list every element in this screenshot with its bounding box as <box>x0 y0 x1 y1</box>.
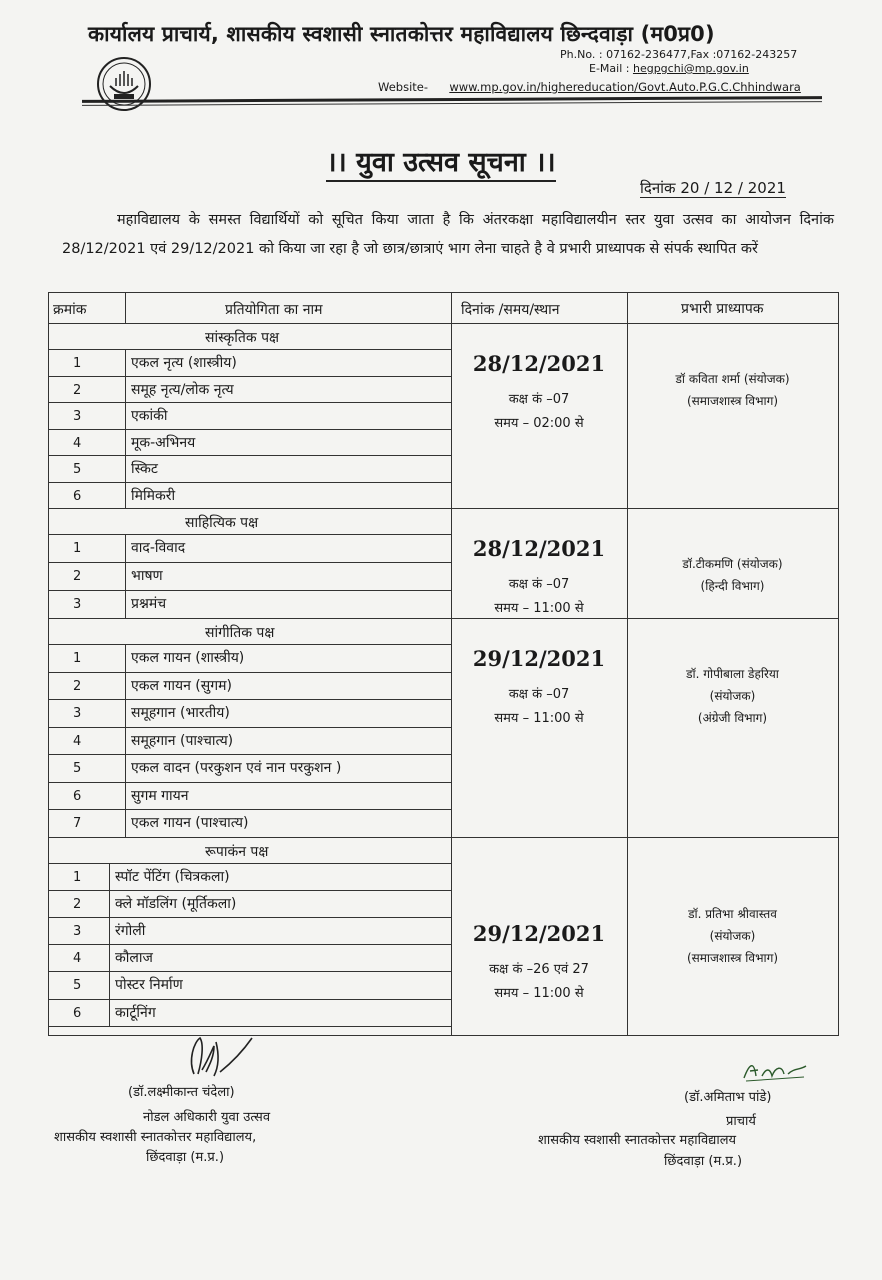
row-serial: 2 <box>73 896 82 912</box>
principal-college: शासकीय स्वशासी स्नातकोत्तर महाविद्यालय <box>538 1133 737 1148</box>
row-serial: 5 <box>73 978 82 994</box>
row-serial: 2 <box>73 678 82 694</box>
table-rule <box>125 293 126 323</box>
email-label: E-Mail : <box>589 62 630 75</box>
table-rule <box>49 644 451 645</box>
competition-name: एकल वादन (परकुशन एवं नान परकुशन ) <box>131 760 342 776</box>
competition-name: एकल गायन (शास्त्रीय) <box>131 650 245 666</box>
section-name: साहित्यिक पक्ष <box>185 515 259 531</box>
competition-name: एकांकी <box>131 408 168 424</box>
notice-body <box>62 206 834 264</box>
row-serial: 3 <box>73 597 82 612</box>
event-time: समय – 11:00 से <box>494 986 584 1002</box>
competition-name: पोस्टर निर्माण <box>115 977 183 994</box>
table-rule <box>49 754 451 755</box>
table-rule <box>49 782 451 783</box>
col-header-serial: क्रमांक <box>53 302 87 318</box>
competition-name: प्रश्नमंच <box>131 596 167 612</box>
nodal-officer-title: नोडल अधिकारी युवा उत्सव <box>143 1110 271 1125</box>
event-time: समय – 11:00 से <box>494 601 584 616</box>
table-rule <box>49 429 451 430</box>
table-rule <box>109 863 110 1026</box>
date-label: दिनांक <box>640 179 676 197</box>
notice-title <box>0 142 882 179</box>
competition-name: एकल नृत्य (शास्त्रीय) <box>131 355 237 371</box>
incharge-professor <box>627 553 838 597</box>
incharge-line: (संयोजक) <box>709 689 756 703</box>
college-emblem-icon <box>96 56 152 112</box>
row-serial: 2 <box>73 382 82 398</box>
event-room: कक्ष कं –26 एवं 27 <box>489 962 589 978</box>
table-rule <box>451 618 838 619</box>
incharge-professor <box>627 663 838 729</box>
row-serial: 1 <box>73 541 82 556</box>
incharge-professor <box>627 368 838 412</box>
competition-name: स्पॉट पेंटिंग (चित्रकला) <box>115 868 230 885</box>
competition-name: स्किट <box>131 461 158 477</box>
table-rule <box>49 727 451 728</box>
col-header-competition: प्रतियोगिता का नाम <box>225 302 323 318</box>
incharge-line: (समाजशास्त्र विभाग) <box>686 394 779 408</box>
table-rule <box>49 562 451 563</box>
row-serial: 6 <box>73 788 82 804</box>
principal-signature-icon <box>740 1058 810 1084</box>
row-serial: 1 <box>73 869 82 885</box>
table-rule <box>49 618 451 619</box>
table-rule <box>49 672 451 673</box>
row-serial: 1 <box>73 356 82 371</box>
row-serial: 7 <box>73 816 82 831</box>
website-line <box>378 80 801 94</box>
row-serial: 5 <box>73 462 82 477</box>
principal-name: (डॉ.अमिताभ पांडे) <box>684 1090 772 1105</box>
table-rule <box>49 1026 451 1027</box>
nodal-officer-place: छिंदवाड़ा (म.प्र.) <box>146 1150 225 1165</box>
row-serial: 3 <box>73 706 82 721</box>
nodal-officer-signature-icon <box>180 1030 260 1080</box>
notice-body-text: महाविद्यालय के समस्त विद्यार्थियों को सूचित किया जाता है कि अंतरकक्षा महाविद्यालयीन स्तर युवा उत्सव का आयोजन दिनांक 28/12/2021 एवं 29/12/2021 को किया जा रहा है जो छात्र/छात्राएं भाग लेना चाहते है वे प्रभारी प्राध्यापक से संपर्क स्थापित करें <box>62 212 834 257</box>
row-serial: 4 <box>73 951 82 967</box>
section-name: सांगीतिक पक्ष <box>205 625 275 641</box>
event-date: 28/12/2021 <box>472 351 606 376</box>
event-time: समय – 11:00 से <box>494 711 584 726</box>
incharge-line: (अंग्रेजी विभाग) <box>697 711 768 725</box>
notice-date <box>640 178 786 198</box>
event-room: कक्ष कं –07 <box>508 687 570 702</box>
competition-table <box>48 292 839 1036</box>
notice-title-text: ।। युवा उत्सव सूचना ।। <box>326 147 555 182</box>
row-serial: 4 <box>73 435 82 451</box>
table-rule <box>49 482 451 483</box>
competition-name: रंगोली <box>115 922 146 939</box>
section-name: रूपाकंन पक्ष <box>205 843 269 860</box>
event-date: 28/12/2021 <box>472 536 606 561</box>
table-rule <box>49 455 451 456</box>
row-serial: 3 <box>73 923 82 939</box>
table-rule <box>49 837 451 838</box>
row-serial: 6 <box>73 1005 82 1021</box>
nodal-officer-name: (डॉ.लक्ष्मीकान्त चंदेला) <box>128 1085 235 1100</box>
principal-place: छिंदवाड़ा (म.प्र.) <box>664 1154 743 1169</box>
email-line <box>589 62 749 75</box>
table-rule <box>49 590 451 591</box>
competition-name: मूक-अभिनय <box>131 434 196 451</box>
competition-name: भाषण <box>131 568 163 584</box>
table-rule <box>125 644 126 837</box>
table-rule <box>49 534 451 535</box>
incharge-line: (संयोजक) <box>709 929 756 944</box>
competition-name: क्ले मॉडलिंग (मूर्तिकला) <box>115 895 237 912</box>
nodal-officer-college: शासकीय स्वशासी स्नातकोत्तर महाविद्यालय, <box>54 1130 257 1145</box>
competition-name: समूहगान (पाश्चात्य) <box>131 732 234 749</box>
event-date: 29/12/2021 <box>472 921 606 947</box>
event-room: कक्ष कं –07 <box>508 577 570 592</box>
table-rule <box>49 699 451 700</box>
competition-name: वाद-विवाद <box>131 540 186 556</box>
competition-name: मिमिकरी <box>131 487 176 504</box>
row-serial: 6 <box>73 488 82 504</box>
row-serial: 3 <box>73 409 82 424</box>
competition-name: कौलाज <box>115 950 153 967</box>
col-header-date-time-venue: दिनांक /समय/स्थान <box>461 302 560 318</box>
incharge-line: डॉ. प्रतिभा श्रीवास्तव <box>688 907 777 922</box>
table-rule <box>49 349 451 350</box>
competition-name: एकल गायन (पाश्चात्य) <box>131 815 249 831</box>
event-time: समय – 02:00 से <box>494 416 584 431</box>
table-rule <box>49 809 451 810</box>
table-rule <box>49 376 451 377</box>
email-link[interactable]: hegpgchi@mp.gov.in <box>632 62 749 75</box>
competition-name: सुगम गायन <box>131 787 189 804</box>
table-rule <box>125 349 126 508</box>
row-serial: 5 <box>73 761 82 776</box>
incharge-line: (समाजशास्त्र विभाग) <box>686 951 779 966</box>
col-header-incharge: प्रभारी प्राध्यापक <box>681 301 764 317</box>
row-serial: 2 <box>73 569 82 584</box>
table-rule <box>49 508 451 509</box>
table-rule <box>451 837 838 838</box>
date-value: 20 / 12 / 2021 <box>680 179 786 197</box>
phone-fax: Ph.No. : 07162-236477,Fax :07162-243257 <box>560 48 798 61</box>
event-room: कक्ष कं –07 <box>508 392 570 407</box>
website-label: Website- <box>378 80 428 94</box>
incharge-professor <box>627 903 838 969</box>
row-serial: 4 <box>73 733 82 749</box>
row-serial: 1 <box>73 651 82 666</box>
event-date: 29/12/2021 <box>472 646 606 671</box>
competition-name: कार्टूनिंग <box>115 1004 156 1021</box>
incharge-line: डॉ. गोपीबाला डेहरिया <box>686 667 779 681</box>
incharge-line: (हिन्दी विभाग) <box>700 579 765 593</box>
table-rule <box>451 508 838 509</box>
table-rule <box>49 323 838 324</box>
incharge-line: डॉ.टीकमणि (संयोजक) <box>682 557 783 571</box>
table-rule <box>49 402 451 403</box>
competition-name: एकल गायन (सुगम) <box>131 677 232 694</box>
competition-name: समूहगान (भारतीय) <box>131 705 230 721</box>
section-name: सांस्कृतिक पक्ष <box>205 330 280 346</box>
office-title: कार्यालय प्राचार्य, शासकीय स्वशासी स्नातकोत्तर महाविद्यालय छिन्दवाड़ा (म0प्र0) <box>88 22 715 46</box>
website-link[interactable]: www.mp.gov.in/highereducation/Govt.Auto.P.G.C.Chhindwara <box>449 80 801 94</box>
competition-name: समूह नृत्य/लोक नृत्य <box>131 381 234 398</box>
table-rule <box>125 534 126 618</box>
incharge-line: डॉ कविता शर्मा (संयोजक) <box>675 372 790 386</box>
principal-title: प्राचार्य <box>726 1114 756 1129</box>
